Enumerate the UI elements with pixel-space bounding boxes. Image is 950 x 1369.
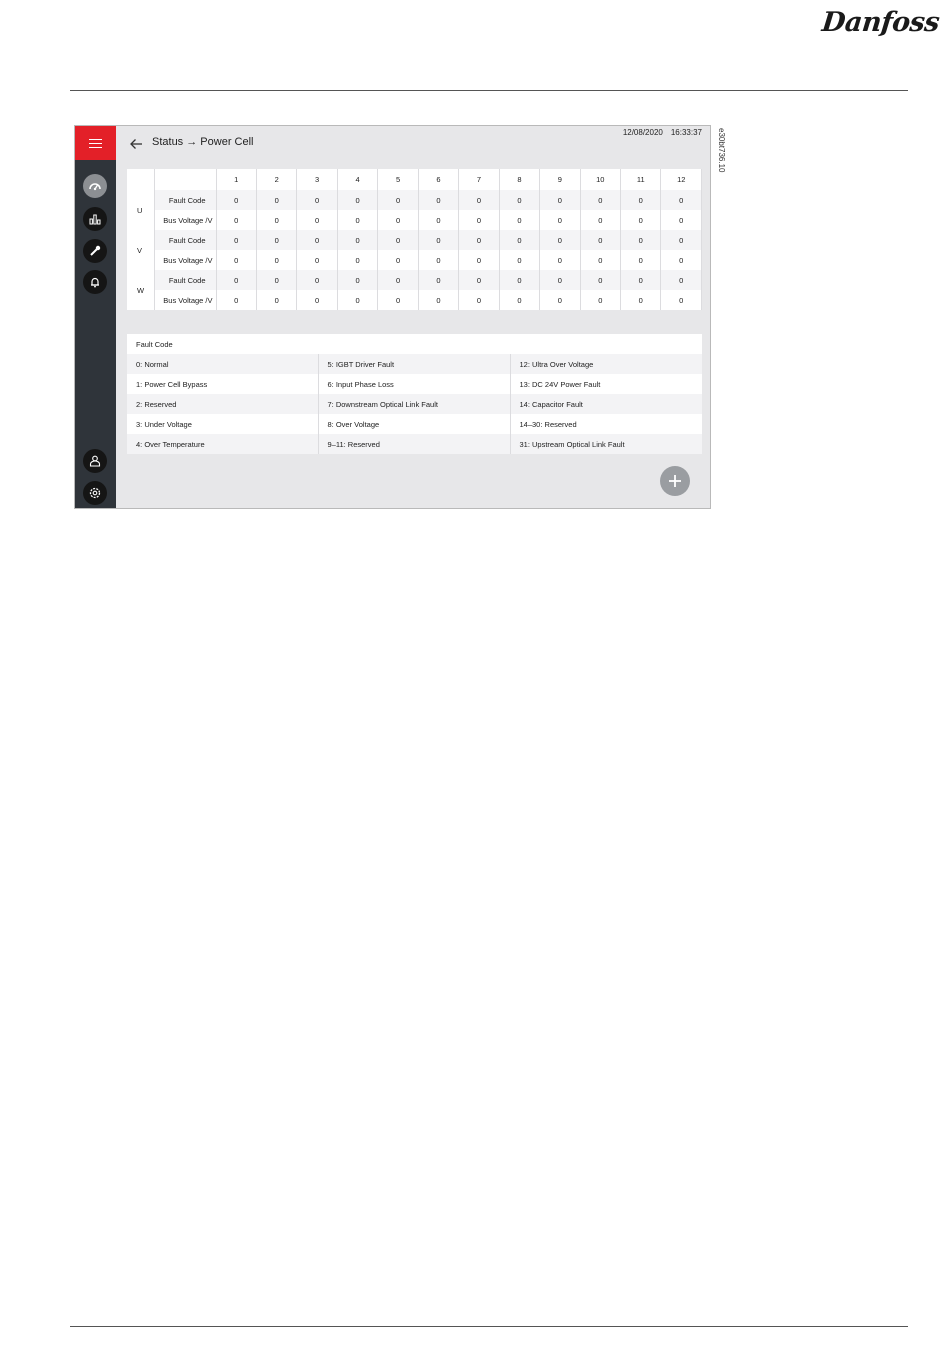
cell-value: 0 [661, 230, 702, 250]
phase-label: U [127, 190, 154, 230]
sidebar-item-tools[interactable] [83, 239, 107, 263]
add-button[interactable] [660, 466, 690, 496]
cell-value: 0 [297, 270, 337, 290]
cell-value: 0 [337, 190, 377, 210]
cell-value: 0 [661, 290, 702, 310]
cell-value: 0 [337, 250, 377, 270]
table-row [127, 290, 702, 310]
cell-value: 0 [580, 250, 620, 270]
hamburger-menu-icon [89, 139, 102, 148]
gauge-icon [88, 179, 102, 193]
table-row [127, 210, 702, 230]
fault-code-entry: 5: IGBT Driver Fault [318, 354, 510, 374]
cell-value: 0 [621, 250, 661, 270]
column-header: 6 [418, 169, 458, 190]
cell-value: 0 [621, 190, 661, 210]
cell-value: 0 [378, 270, 418, 290]
parameter-label: Fault Code [154, 190, 216, 210]
fault-code-entry: 12: Ultra Over Voltage [510, 354, 702, 374]
cell-value: 0 [499, 190, 539, 210]
user-icon [88, 454, 102, 468]
fault-code-entry: 14–30: Reserved [510, 414, 702, 434]
cell-value: 0 [297, 190, 337, 210]
column-header: 5 [378, 169, 418, 190]
cell-value: 0 [256, 190, 296, 210]
cell-value: 0 [621, 210, 661, 230]
parameter-label: Bus Voltage /V [154, 250, 216, 270]
table-row [127, 190, 702, 210]
fault-code-entry: 14: Capacitor Fault [510, 394, 702, 414]
column-header: 7 [459, 169, 499, 190]
fault-code-entry: 13: DC 24V Power Fault [510, 374, 702, 394]
cell-value: 0 [378, 190, 418, 210]
cell-value: 0 [337, 230, 377, 250]
cell-value: 0 [540, 270, 580, 290]
menu-button[interactable] [75, 126, 116, 160]
footer-rule [70, 1326, 908, 1327]
settings-icon [88, 486, 102, 500]
header-bar [116, 126, 711, 160]
wrench-icon [88, 244, 102, 258]
cell-value: 0 [459, 250, 499, 270]
cell-value: 0 [499, 250, 539, 270]
cell-value: 0 [256, 230, 296, 250]
cell-value: 0 [661, 270, 702, 290]
legend-body [127, 354, 702, 454]
cell-value: 0 [216, 270, 256, 290]
cell-value: 0 [580, 270, 620, 290]
header-rule [70, 90, 908, 91]
bell-icon [88, 275, 102, 289]
cell-value: 0 [216, 290, 256, 310]
legend-row [127, 414, 702, 434]
cell-value: 0 [540, 230, 580, 250]
cell-value: 0 [540, 250, 580, 270]
column-header: 11 [621, 169, 661, 190]
cell-value: 0 [459, 290, 499, 310]
legend-row [127, 374, 702, 394]
cell-value: 0 [297, 210, 337, 230]
power-cell-table [127, 169, 702, 310]
fault-code-legend [127, 334, 702, 454]
cell-value: 0 [540, 210, 580, 230]
legend-title-row [127, 334, 702, 354]
parameter-label: Fault Code [154, 270, 216, 290]
hmi-screen [74, 125, 711, 509]
cell-value: 0 [418, 270, 458, 290]
cell-value: 0 [499, 210, 539, 230]
bar-chart-icon [88, 212, 102, 226]
legend-row [127, 394, 702, 414]
cell-value: 0 [256, 250, 296, 270]
column-header: 2 [256, 169, 296, 190]
cell-value: 0 [459, 270, 499, 290]
cell-value: 0 [418, 210, 458, 230]
column-header: 4 [337, 169, 377, 190]
cell-value: 0 [499, 270, 539, 290]
sidebar-item-status[interactable] [83, 174, 107, 198]
cell-value: 0 [580, 290, 620, 310]
sidebar [75, 126, 116, 509]
cell-value: 0 [297, 230, 337, 250]
legend-row [127, 354, 702, 374]
cell-value: 0 [621, 270, 661, 290]
cell-value: 0 [459, 210, 499, 230]
phase-label: W [127, 270, 154, 310]
fault-code-entry: 0: Normal [127, 354, 318, 374]
phase-label: V [127, 230, 154, 270]
table-body [127, 190, 702, 310]
cell-value: 0 [499, 290, 539, 310]
fault-code-entry: 2: Reserved [127, 394, 318, 414]
cell-value: 0 [216, 230, 256, 250]
column-header: 10 [580, 169, 620, 190]
cell-value: 0 [459, 190, 499, 210]
cell-value: 0 [540, 190, 580, 210]
fault-code-entry: 7: Downstream Optical Link Fault [318, 394, 510, 414]
table-row [127, 230, 702, 250]
cell-value: 0 [580, 210, 620, 230]
cell-value: 0 [661, 190, 702, 210]
cell-value: 0 [418, 190, 458, 210]
cell-value: 0 [337, 270, 377, 290]
cell-value: 0 [459, 230, 499, 250]
column-header: 1 [216, 169, 256, 190]
table-row [127, 250, 702, 270]
legend-title: Fault Code [127, 334, 702, 354]
cell-value: 0 [378, 210, 418, 230]
cell-value: 0 [418, 230, 458, 250]
cell-value: 0 [378, 230, 418, 250]
sidebar-item-charts[interactable] [83, 207, 107, 231]
cell-value: 0 [418, 290, 458, 310]
cell-value: 0 [378, 290, 418, 310]
parameter-label: Bus Voltage /V [154, 290, 216, 310]
cell-value: 0 [256, 210, 296, 230]
back-arrow-icon[interactable] [129, 137, 143, 151]
column-header: 9 [540, 169, 580, 190]
cell-value: 0 [580, 190, 620, 210]
cell-value: 0 [540, 290, 580, 310]
fault-code-entry: 4: Over Temperature [127, 434, 318, 454]
cell-value: 0 [216, 190, 256, 210]
cell-value: 0 [337, 290, 377, 310]
danfoss-logo: Danfoss [820, 7, 941, 38]
corner-cell [127, 169, 154, 190]
cell-value: 0 [297, 250, 337, 270]
parameter-label: Fault Code [154, 230, 216, 250]
cell-value: 0 [499, 230, 539, 250]
cell-value: 0 [216, 250, 256, 270]
sidebar-item-user[interactable] [83, 449, 107, 473]
cell-value: 0 [256, 270, 296, 290]
figure-id: e30bt736.10 [717, 128, 726, 173]
cell-value: 0 [418, 250, 458, 270]
timestamp [623, 128, 702, 137]
fault-code-entry: 6: Input Phase Loss [318, 374, 510, 394]
fault-code-entry: 31: Upstream Optical Link Fault [510, 434, 702, 454]
time-text: 16:33:37 [670, 128, 702, 137]
cell-value: 0 [621, 290, 661, 310]
fault-code-entry: 8: Over Voltage [318, 414, 510, 434]
table-header-row [127, 169, 702, 190]
column-header: 8 [499, 169, 539, 190]
page-title: Status → Power Cell [152, 136, 254, 148]
cell-value: 0 [256, 290, 296, 310]
corner-cell [154, 169, 216, 190]
cell-value: 0 [580, 230, 620, 250]
legend-row [127, 434, 702, 454]
cell-value: 0 [297, 290, 337, 310]
table-row [127, 270, 702, 290]
column-header: 3 [297, 169, 337, 190]
sidebar-item-alarms[interactable] [83, 270, 107, 294]
parameter-label: Bus Voltage /V [154, 210, 216, 230]
plus-icon [667, 473, 683, 489]
fault-code-entry: 3: Under Voltage [127, 414, 318, 434]
cell-value: 0 [216, 210, 256, 230]
date-text: 12/08/2020 [622, 128, 663, 137]
fault-code-entry: 9–11: Reserved [318, 434, 510, 454]
sidebar-item-settings[interactable] [83, 481, 107, 505]
cell-value: 0 [378, 250, 418, 270]
cell-value: 0 [337, 210, 377, 230]
fault-code-entry: 1: Power Cell Bypass [127, 374, 318, 394]
column-header: 12 [661, 169, 702, 190]
cell-value: 0 [661, 250, 702, 270]
cell-value: 0 [661, 210, 702, 230]
cell-value: 0 [621, 230, 661, 250]
